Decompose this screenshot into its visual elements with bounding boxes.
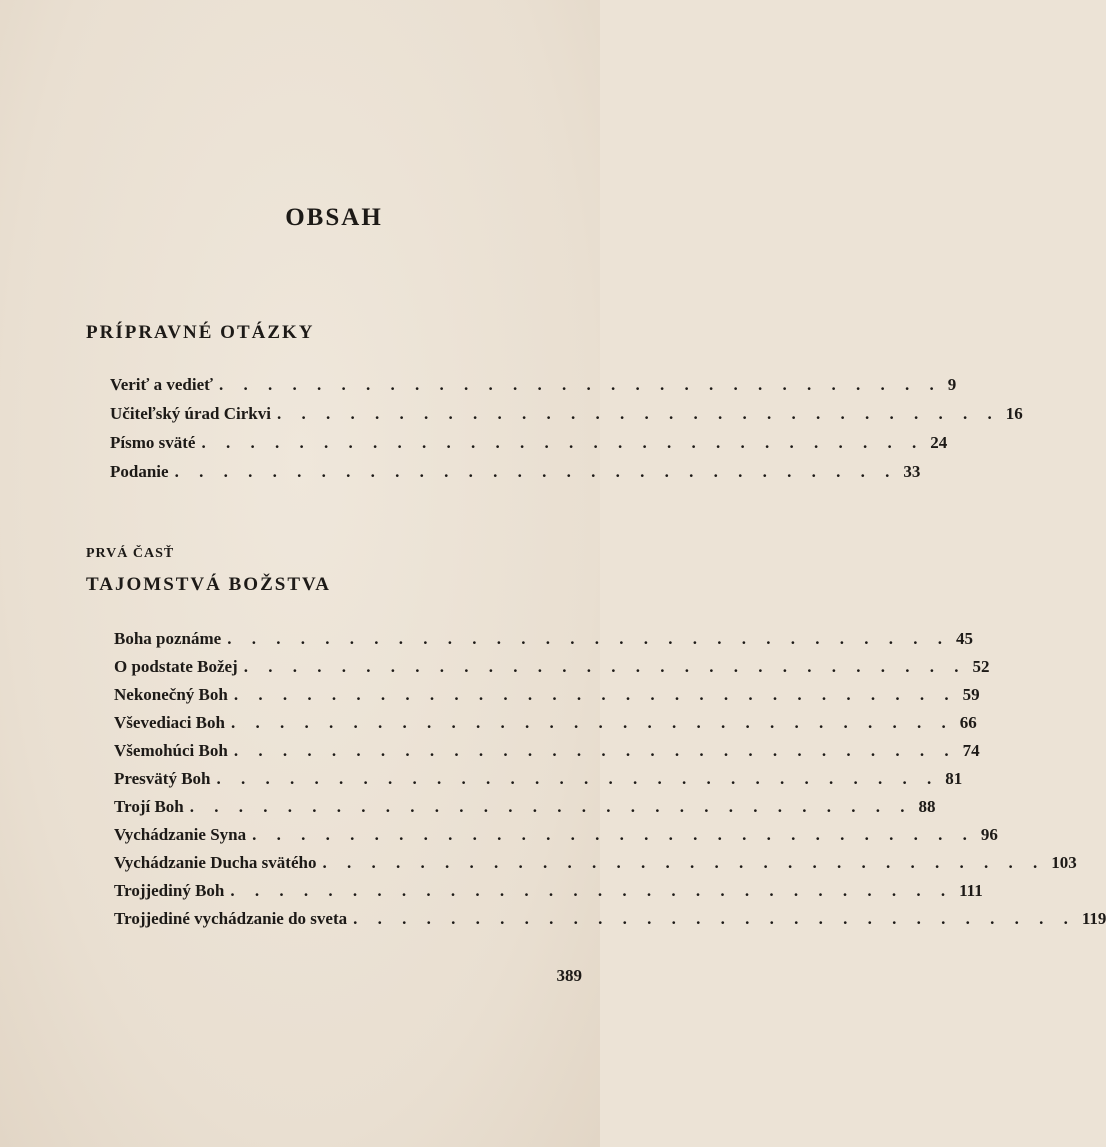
part-label: PRVÁ ČASŤ: [86, 546, 175, 561]
toc-leader: . . . . . . . . . . . . . . . . . . . . . . . . . . . . . .: [276, 404, 1000, 423]
toc-entry: [110, 462, 921, 486]
page-title: OBSAH: [285, 204, 383, 231]
toc-entry-page: 45: [955, 629, 973, 648]
toc-entry-title: Podanie: [110, 462, 169, 481]
toc-entry-page: 66: [959, 713, 977, 732]
toc-entry-title: Veriť a vedieť: [110, 375, 214, 394]
toc-entry-page: 96: [980, 825, 998, 844]
toc-entry-title: Presvätý Boh: [114, 769, 211, 788]
toc-entry-page: 88: [918, 797, 936, 816]
toc-entry: [114, 909, 1106, 933]
toc-entry-page: 74: [962, 741, 980, 760]
page-number: 389: [556, 966, 582, 985]
toc-leader: . . . . . . . . . . . . . . . . . . . . . . . . . . . . . .: [243, 657, 967, 676]
toc-entry-title: Vychádzanie Syna: [114, 825, 247, 844]
toc-entry-title: Trojjediné vychádzanie do sveta: [114, 909, 348, 928]
toc-entry: [114, 629, 973, 653]
toc-entry-page: 16: [1005, 404, 1023, 423]
toc-entry: [114, 881, 983, 905]
toc-entry-title: Všemohúci Boh: [114, 741, 228, 760]
toc-leader: . . . . . . . . . . . . . . . . . . . . . . . . . . . . . .: [189, 797, 913, 816]
intro-section-title: PRÍPRAVNÉ OTÁZKY: [86, 322, 315, 343]
toc-entry: [114, 825, 998, 849]
toc-entry-title: Trojí Boh: [114, 797, 184, 816]
toc-entry-title: Boha poznáme: [114, 629, 222, 648]
toc-entry-page: 9: [947, 375, 957, 394]
toc-leader: . . . . . . . . . . . . . . . . . . . . . . . . . . . . . .: [230, 713, 954, 732]
toc-entry: [114, 741, 980, 765]
toc-entry: [114, 797, 936, 821]
toc-leader: . . . . . . . . . . . . . . . . . . . . . . . . . . . . . .: [174, 462, 898, 481]
toc-entry-page: 52: [972, 657, 990, 676]
toc-leader: . . . . . . . . . . . . . . . . . . . . . . . . . . . . . .: [233, 685, 957, 704]
toc-leader: . . . . . . . . . . . . . . . . . . . . . . . . . . . . . .: [227, 629, 950, 648]
toc-leader: . . . . . . . . . . . . . . . . . . . . . . . . . . . . . .: [219, 375, 942, 394]
toc-entry: [110, 404, 1023, 428]
toc-entry: [114, 769, 963, 793]
toc-entry-page: 59: [962, 685, 980, 704]
toc-entry: [114, 713, 977, 737]
toc-entry-page: 119: [1081, 909, 1106, 928]
toc-entry-title: Trojjediný Boh: [114, 881, 225, 900]
toc-entry-title: Učiteľský úrad Cirkvi: [110, 404, 271, 423]
toc-leader: . . . . . . . . . . . . . . . . . . . . . . . . . . . . . .: [230, 881, 954, 900]
toc-entry-page: 24: [930, 433, 948, 452]
toc-entry: [114, 657, 990, 681]
toc-entry-title: Vševediaci Boh: [114, 713, 225, 732]
toc-entry-page: 103: [1051, 853, 1077, 872]
toc-entry-page: 111: [959, 881, 983, 900]
part-title: TAJOMSTVÁ BOŽSTVA: [86, 574, 331, 595]
toc-entry-title: Nekonečný Boh: [114, 685, 228, 704]
toc-leader: . . . . . . . . . . . . . . . . . . . . . . . . . . . . . .: [216, 769, 940, 788]
toc-leader: . . . . . . . . . . . . . . . . . . . . . . . . . . . . . .: [201, 433, 925, 452]
toc-leader: . . . . . . . . . . . . . . . . . . . . . . . . . . . . . .: [322, 853, 1046, 872]
toc-entry: [114, 853, 1077, 877]
toc-entry-title: O podstate Božej: [114, 657, 238, 676]
toc-entry-page: 33: [903, 462, 921, 481]
toc-entry-page: 81: [945, 769, 963, 788]
toc-leader: . . . . . . . . . . . . . . . . . . . . . . . . . . . . . .: [353, 909, 1076, 928]
toc-leader: . . . . . . . . . . . . . . . . . . . . . . . . . . . . . .: [252, 825, 975, 844]
toc-entry-title: Vychádzanie Ducha svätého: [114, 853, 317, 872]
toc-entry: [110, 375, 957, 399]
toc-entry-title: Písmo sväté: [110, 433, 196, 452]
toc-entry: [114, 685, 980, 709]
toc-entry: [110, 433, 948, 457]
toc-leader: . . . . . . . . . . . . . . . . . . . . . . . . . . . . . .: [233, 741, 957, 760]
